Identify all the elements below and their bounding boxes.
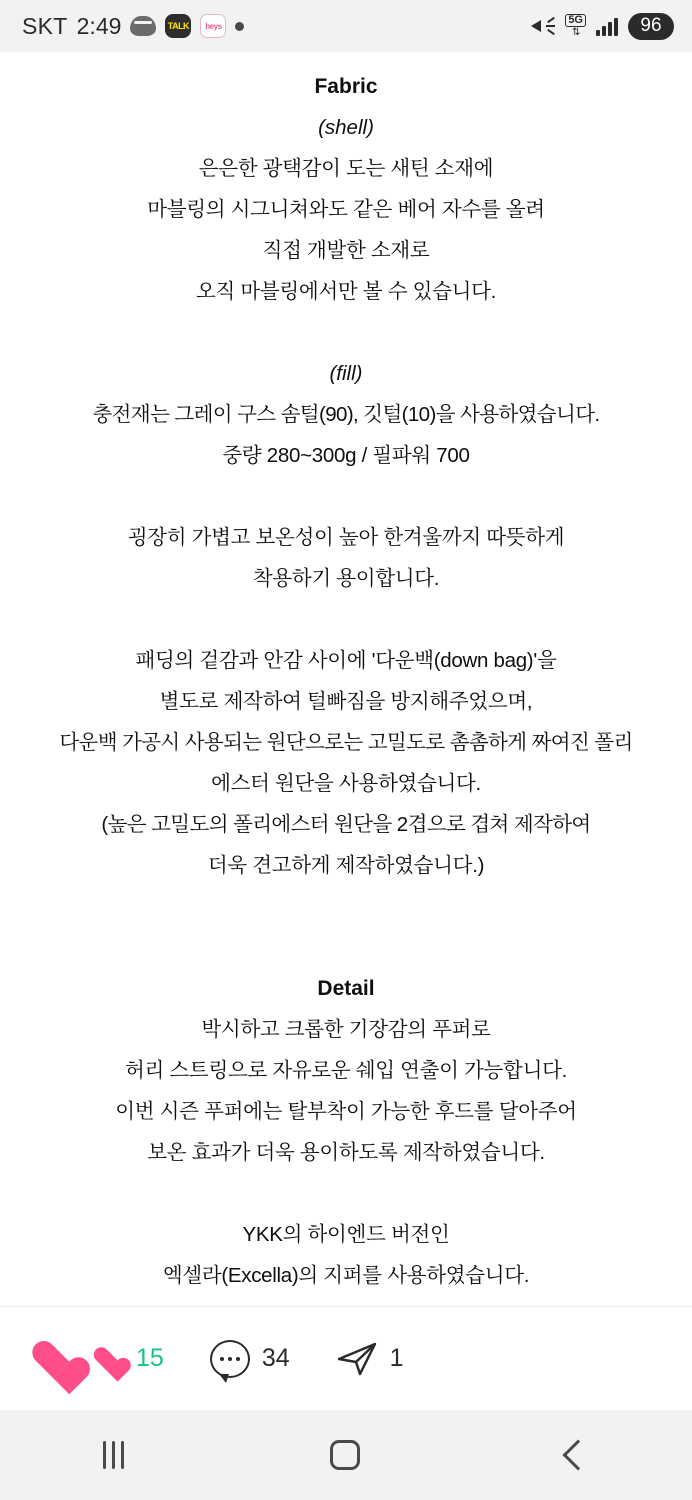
section-subheading: (shell) [318,116,374,139]
dot-icon [235,22,244,31]
post-line: YKK의 하이엔드 버전인 [242,1223,450,1246]
post-line: 보온 효과가 더욱 용이하도록 제작하였습니다. [147,1141,545,1164]
battery-badge: 96 [628,13,674,40]
section-heading: Detail [317,977,375,1000]
clock-label: 2:49 [76,12,122,39]
post-blank-line [14,312,678,353]
post-line: 충전재는 그레이 구스 솜털(90), 깃털(10)을 사용하였습니다. [92,403,600,426]
comment-action-group[interactable] [210,1340,290,1378]
post-line: 착용하기 용이합니다. [252,567,440,590]
like-action-group[interactable] [30,1338,164,1380]
status-bar [0,0,692,52]
recents-button[interactable] [103,1441,124,1469]
heart-small-icon[interactable] [92,1345,122,1373]
section-subheading: (fill) [329,362,363,385]
post-line: 마블링의 시그니쳐와도 같은 베어 자수를 올려 [147,198,545,221]
comment-icon[interactable] [210,1340,250,1378]
post-action-bar [0,1306,692,1410]
post-line: 패딩의 겉감과 안감 사이에 '다운백(down bag)'을 [135,649,557,672]
post-line: 다운백 가공시 사용되는 원단으로는 고밀도로 촘촘하게 짜여진 폴리 [59,731,633,754]
post-blank-line [14,1173,678,1214]
post-blank-line [14,599,678,640]
heart-icon[interactable] [30,1338,76,1380]
section-heading: Fabric [314,75,378,98]
app-pink-icon: heys [200,14,226,38]
post-blank-line [14,927,678,968]
post-line: 은은한 광택감이 도는 새틴 소재에 [198,157,494,180]
post-line: 직접 개발한 소재로 [262,239,430,262]
post-line: 별도로 제작하여 털빠짐을 방지해주었으며, [159,690,533,713]
kakaotalk-icon: TALK [165,14,191,38]
send-icon[interactable] [336,1340,378,1378]
home-button[interactable] [330,1440,360,1470]
carrier-label: SKT [22,12,68,39]
post-line: (높은 고밀도의 폴리에스터 원단을 2겹으로 겹쳐 제작하여 [101,813,591,836]
mute-icon [531,15,555,37]
weather-cloud-icon [130,16,156,36]
post-line: 에스터 원단을 사용하였습니다. [211,772,481,795]
post-line: 이번 시즌 푸퍼에는 탈부착이 가능한 후드를 달아주어 [115,1100,577,1123]
share-action-group[interactable] [336,1340,404,1378]
post-body[interactable] [0,52,692,1306]
share-count: 1 [389,1344,404,1372]
system-nav-bar [0,1410,692,1500]
post-line: 박시하고 크롭한 기장감의 푸퍼로 [201,1018,491,1041]
post-line: 오직 마블링에서만 볼 수 있습니다. [195,280,497,303]
post-line: 더욱 견고하게 제작하였습니다.) [207,854,485,877]
post-line: 중량 280~300g / 필파워 700 [222,444,470,467]
post-blank-line [14,886,678,927]
status-bar-right [531,13,674,40]
post-blank-line [14,476,678,517]
status-bar-left [22,13,244,40]
back-button[interactable] [562,1439,593,1470]
post-line: 엑셀라(Excella)의 지퍼를 사용하였습니다. [162,1264,530,1287]
signal-icon [596,16,618,36]
post-line: 굉장히 가볍고 보온성이 높아 한겨울까지 따뜻하게 [127,526,565,549]
network-5g-icon: 5G ⇅ [565,14,586,38]
post-line: 허리 스트링으로 자유로운 쉐입 연출이 가능합니다. [125,1059,567,1082]
comment-count: 34 [261,1344,290,1372]
like-count: 15 [136,1344,164,1372]
network-label: 5G [565,14,586,27]
